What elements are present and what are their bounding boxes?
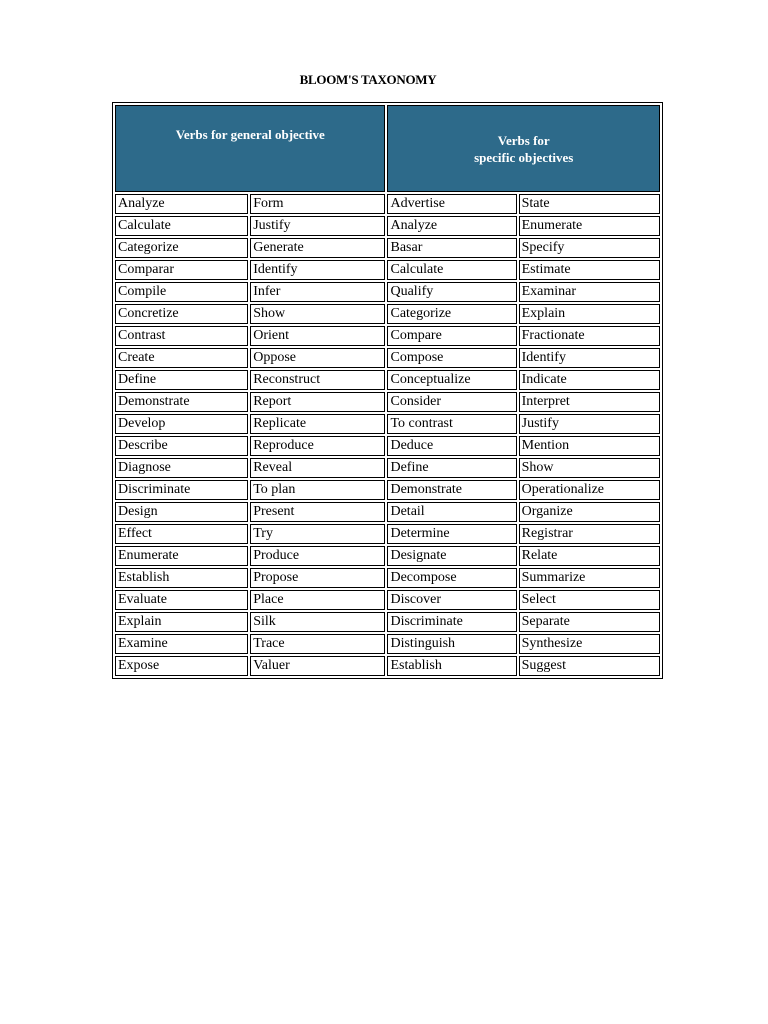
general-verb-b-cell: Produce — [250, 546, 385, 566]
general-verb-b-cell: Generate — [250, 238, 385, 258]
specific-verb-a-cell: Advertise — [387, 194, 516, 214]
general-verb-b-cell: Orient — [250, 326, 385, 346]
table-row — [115, 546, 660, 566]
table-row — [115, 612, 660, 632]
specific-verb-b-cell: Separate — [519, 612, 660, 632]
specific-verb-b-cell: Relate — [519, 546, 660, 566]
specific-verb-a-cell: Consider — [387, 392, 516, 412]
general-verb-b-cell: Replicate — [250, 414, 385, 434]
specific-verb-a-cell: Compare — [387, 326, 516, 346]
specific-verb-a-cell: Qualify — [387, 282, 516, 302]
general-verb-a-cell: Demonstrate — [115, 392, 248, 412]
general-verb-b-cell: Oppose — [250, 348, 385, 368]
specific-objectives-header — [387, 105, 660, 192]
specific-verb-b-cell: Explain — [519, 304, 660, 324]
table-row — [115, 656, 660, 676]
general-verb-b-cell: Reveal — [250, 458, 385, 478]
general-verb-a-cell: Compile — [115, 282, 248, 302]
table-row — [115, 260, 660, 280]
specific-verb-a-cell: Basar — [387, 238, 516, 258]
general-verb-a-cell: Categorize — [115, 238, 248, 258]
general-verb-a-cell: Enumerate — [115, 546, 248, 566]
specific-verb-b-cell: Identify — [519, 348, 660, 368]
general-verb-b-cell: Infer — [250, 282, 385, 302]
specific-verb-b-cell: Operationalize — [519, 480, 660, 500]
general-verb-b-cell: Reconstruct — [250, 370, 385, 390]
specific-objectives-label-line1: Verbs for — [497, 132, 550, 148]
general-verb-b-cell: Justify — [250, 216, 385, 236]
specific-verb-b-cell: Suggest — [519, 656, 660, 676]
header-row — [115, 105, 660, 192]
specific-verb-a-cell: Demonstrate — [387, 480, 516, 500]
general-verb-a-cell: Create — [115, 348, 248, 368]
general-verb-b-cell: Trace — [250, 634, 385, 654]
specific-verb-b-cell: Show — [519, 458, 660, 478]
table-row — [115, 480, 660, 500]
specific-verb-b-cell: Indicate — [519, 370, 660, 390]
table-row — [115, 414, 660, 434]
table-row — [115, 524, 660, 544]
general-verb-a-cell: Discriminate — [115, 480, 248, 500]
table-row — [115, 634, 660, 654]
specific-verb-a-cell: Determine — [387, 524, 516, 544]
general-verb-b-cell: Valuer — [250, 656, 385, 676]
general-verb-b-cell: Show — [250, 304, 385, 324]
general-verb-a-cell: Define — [115, 370, 248, 390]
table-row — [115, 392, 660, 412]
specific-verb-b-cell: Estimate — [519, 260, 660, 280]
table-row — [115, 194, 660, 214]
specific-verb-b-cell: Organize — [519, 502, 660, 522]
general-objective-header — [115, 105, 385, 192]
general-verb-b-cell: Place — [250, 590, 385, 610]
general-verb-a-cell: Effect — [115, 524, 248, 544]
general-verb-a-cell: Evaluate — [115, 590, 248, 610]
specific-verb-a-cell: To contrast — [387, 414, 516, 434]
table-row — [115, 282, 660, 302]
general-verb-a-cell: Concretize — [115, 304, 248, 324]
specific-verb-b-cell: Specify — [519, 238, 660, 258]
specific-verb-a-cell: Analyze — [387, 216, 516, 236]
taxonomy-table — [112, 102, 663, 679]
general-verb-b-cell: Present — [250, 502, 385, 522]
general-verb-b-cell: To plan — [250, 480, 385, 500]
specific-objectives-label-line2: specific objectives — [474, 149, 574, 165]
table-row — [115, 216, 660, 236]
specific-verb-a-cell: Define — [387, 458, 516, 478]
table-row — [115, 238, 660, 258]
specific-verb-a-cell: Distinguish — [387, 634, 516, 654]
table-row — [115, 568, 660, 588]
general-verb-a-cell: Explain — [115, 612, 248, 632]
specific-verb-a-cell: Discover — [387, 590, 516, 610]
general-objective-label: Verbs for general objective — [175, 127, 325, 142]
table-row — [115, 348, 660, 368]
specific-verb-b-cell: Select — [519, 590, 660, 610]
specific-verb-b-cell: Interpret — [519, 392, 660, 412]
general-verb-a-cell: Expose — [115, 656, 248, 676]
table-row — [115, 458, 660, 478]
specific-verb-a-cell: Detail — [387, 502, 516, 522]
document-title: BLOOM'S TAXONOMY — [299, 72, 437, 87]
specific-verb-b-cell: Mention — [519, 436, 660, 456]
table-row — [115, 502, 660, 522]
specific-verb-a-cell: Designate — [387, 546, 516, 566]
general-verb-a-cell: Describe — [115, 436, 248, 456]
specific-verb-a-cell: Categorize — [387, 304, 516, 324]
general-verb-a-cell: Develop — [115, 414, 248, 434]
specific-verb-b-cell: Summarize — [519, 568, 660, 588]
table-row — [115, 326, 660, 346]
general-verb-a-cell: Comparar — [115, 260, 248, 280]
general-verb-b-cell: Reproduce — [250, 436, 385, 456]
general-verb-b-cell: Identify — [250, 260, 385, 280]
general-verb-b-cell: Report — [250, 392, 385, 412]
general-verb-a-cell: Establish — [115, 568, 248, 588]
specific-verb-b-cell: Synthesize — [519, 634, 660, 654]
general-verb-b-cell: Silk — [250, 612, 385, 632]
general-verb-a-cell: Examine — [115, 634, 248, 654]
table-row — [115, 304, 660, 324]
general-verb-a-cell: Analyze — [115, 194, 248, 214]
general-verb-b-cell: Form — [250, 194, 385, 214]
specific-verb-a-cell: Calculate — [387, 260, 516, 280]
specific-verb-a-cell: Deduce — [387, 436, 516, 456]
table-body — [115, 194, 660, 676]
specific-verb-b-cell: State — [519, 194, 660, 214]
specific-verb-a-cell: Decompose — [387, 568, 516, 588]
general-verb-a-cell: Contrast — [115, 326, 248, 346]
table-row — [115, 590, 660, 610]
specific-verb-b-cell: Enumerate — [519, 216, 660, 236]
specific-verb-b-cell: Examinar — [519, 282, 660, 302]
specific-verb-b-cell: Justify — [519, 414, 660, 434]
general-verb-b-cell: Propose — [250, 568, 385, 588]
general-verb-a-cell: Design — [115, 502, 248, 522]
general-verb-a-cell: Calculate — [115, 216, 248, 236]
general-verb-b-cell: Try — [250, 524, 385, 544]
specific-verb-b-cell: Fractionate — [519, 326, 660, 346]
specific-verb-a-cell: Establish — [387, 656, 516, 676]
specific-verb-a-cell: Conceptualize — [387, 370, 516, 390]
specific-verb-a-cell: Discriminate — [387, 612, 516, 632]
general-verb-a-cell: Diagnose — [115, 458, 248, 478]
table-row — [115, 436, 660, 456]
specific-verb-a-cell: Compose — [387, 348, 516, 368]
table-row — [115, 370, 660, 390]
specific-verb-b-cell: Registrar — [519, 524, 660, 544]
